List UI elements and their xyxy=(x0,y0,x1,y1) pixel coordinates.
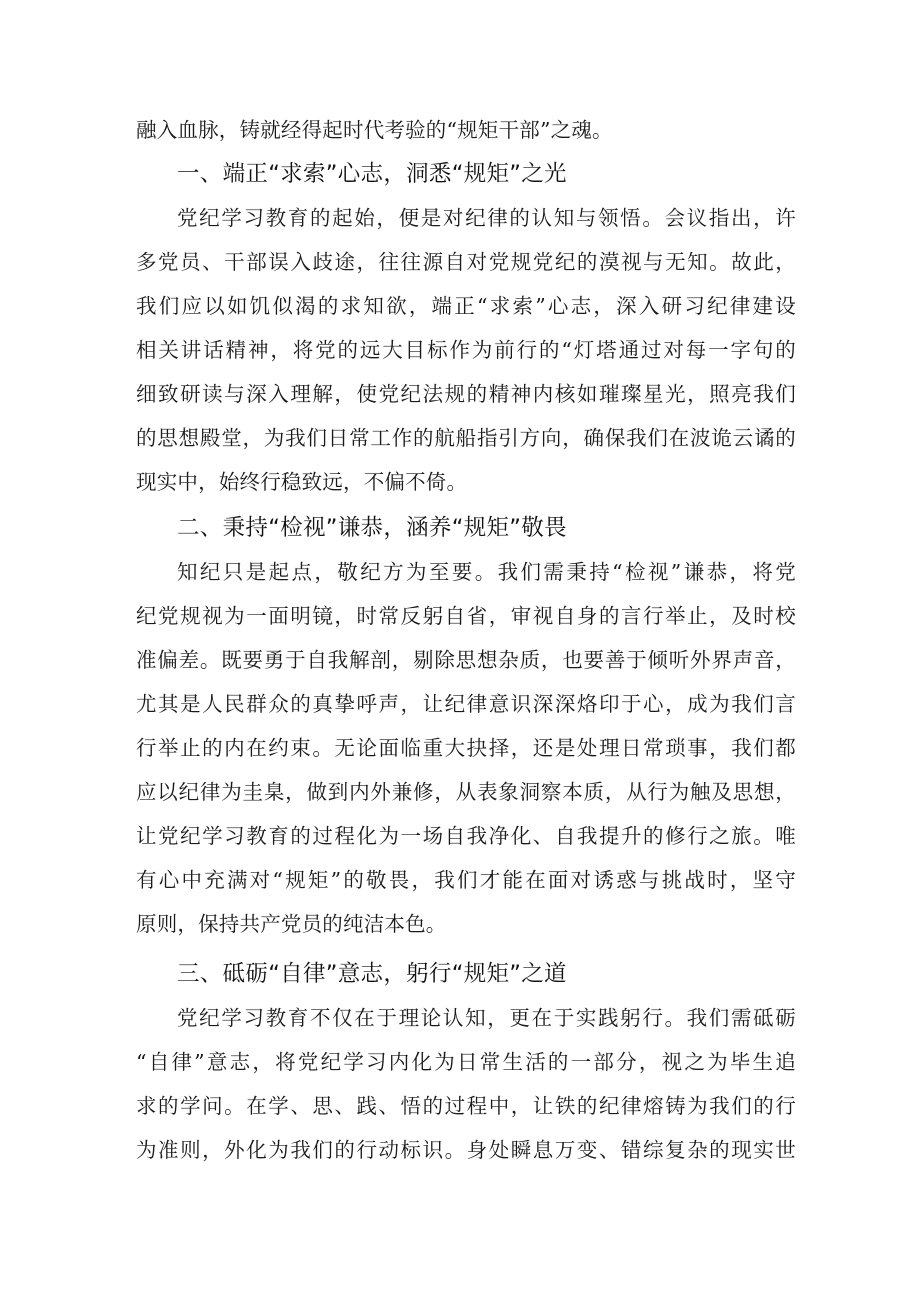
section-3-heading: 三、砥砺“自律”意志，躬行“规矩”之道 xyxy=(177,961,567,987)
paragraph-line: 的思想殿堂，为我们日常工作的航船指引方向，确保我们在波诡云谲的 xyxy=(136,426,796,450)
paragraph-line: 知纪只是起点，敬纪方为至要。我们需秉持“检视”谦恭，将党 xyxy=(177,560,796,584)
paragraph-line: 现实中，始终行稳致远，不偏不倚。 xyxy=(136,470,468,494)
paragraph-line: 我们应以如饥似渴的求知欲，端正“求索”心志，深入研习纪律建设 xyxy=(136,294,796,318)
section-2-heading: 二、秉持“检视”谦恭，涵养“规矩”敬畏 xyxy=(177,515,567,541)
paragraph-line: 为准则，外化为我们的行动标识。身处瞬息万变、错综复杂的现实世 xyxy=(136,1138,796,1162)
intro-line: 融入血脉，铸就经得起时代考验的“规矩干部”之魂。 xyxy=(136,118,613,142)
paragraph-line: 求的学问。在学、思、践、悟的过程中，让铁的纪律熔铸为我们的行 xyxy=(136,1094,796,1118)
paragraph-line: 有心中充满对“规矩”的敬畏，我们才能在面对诱惑与挑战时，坚守 xyxy=(136,868,796,892)
paragraph-line: 党纪学习教育不仅在于理论认知，更在于实践躬行。我们需砥砺 xyxy=(177,1006,796,1030)
paragraph-line: 相关讲话精神，将党的远大目标作为前行的“灯塔通过对每一字句的 xyxy=(136,338,796,362)
paragraph-line: 党纪学习教育的起始，便是对纪律的认知与领悟。会议指出，许 xyxy=(177,206,796,230)
paragraph-line: 让党纪学习教育的过程化为一场自我净化、自我提升的修行之旅。唯 xyxy=(136,824,796,848)
paragraph-line: 细致研读与深入理解，使党纪法规的精神内核如璀璨星光，照亮我们 xyxy=(136,382,796,406)
paragraph-line: “自律”意志，将党纪学习内化为日常生活的一部分，视之为毕生追 xyxy=(136,1050,796,1074)
paragraph-line: 准偏差。既要勇于自我解剖，剔除思想杂质，也要善于倾听外界声音， xyxy=(136,648,796,672)
paragraph-line: 应以纪律为圭臬，做到内外兼修，从表象洞察本质，从行为触及思想， xyxy=(136,780,796,804)
paragraph-line: 纪党规视为一面明镜，时常反躬自省，审视自身的言行举止，及时校 xyxy=(136,604,796,628)
document-body xyxy=(136,108,796,1172)
paragraph-line: 尤其是人民群众的真挚呼声，让纪律意识深深烙印于心，成为我们言 xyxy=(136,692,796,716)
paragraph-line: 多党员、干部误入歧途，往往源自对党规党纪的漠视与无知。故此， xyxy=(136,250,796,274)
section-1-heading: 一、端正“求索”心志，洞悉“规矩”之光 xyxy=(177,161,567,187)
paragraph-line: 原则，保持共产党员的纯洁本色。 xyxy=(136,912,447,936)
paragraph-line: 行举止的内在约束。无论面临重大抉择，还是处理日常琐事，我们都 xyxy=(136,736,796,760)
